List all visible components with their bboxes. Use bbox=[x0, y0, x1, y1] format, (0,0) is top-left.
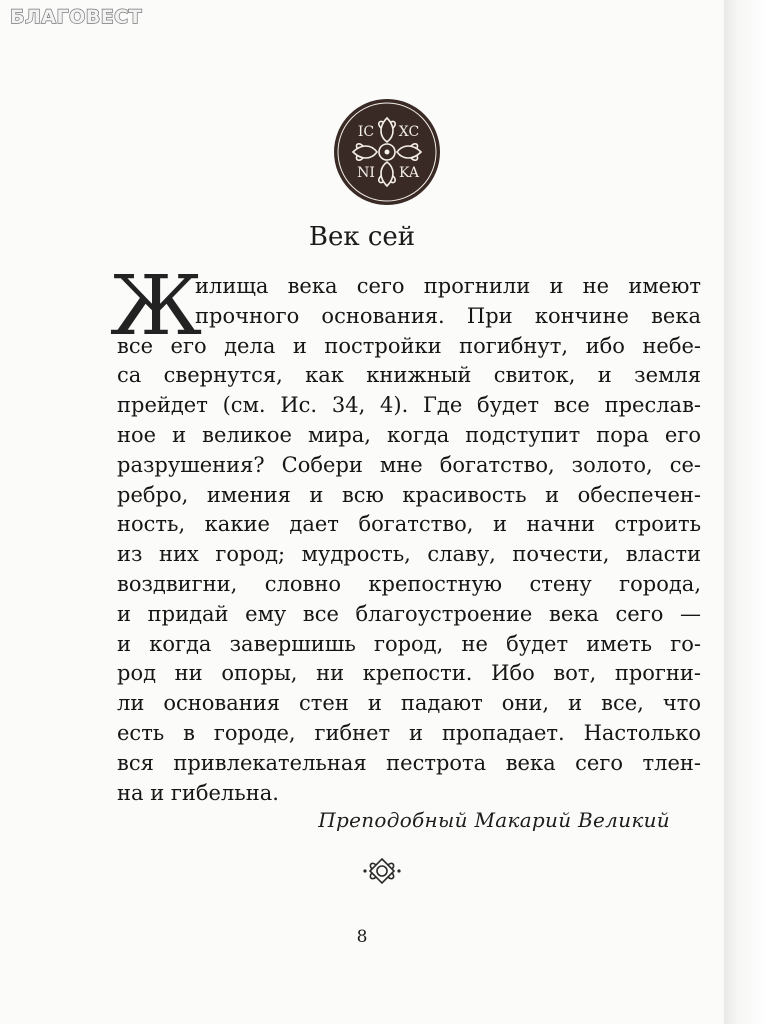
body-line: прочного основания. При кончине века bbox=[195, 303, 701, 328]
body-line: и когда завершишь город, не будет иметь го- bbox=[117, 631, 701, 656]
body-line: ребро, имения и всю красивость и обеспечен- bbox=[117, 482, 701, 507]
body-line: ность, какие дает богатство, и начни строить bbox=[117, 512, 701, 537]
page-edge bbox=[724, 0, 768, 1024]
body-line: ное и великое мира, когда подступит пора его bbox=[117, 422, 701, 447]
signature: Преподобный Макарий Великий bbox=[318, 808, 670, 832]
body-line: все его дела и постройки погибнут, ибо небе- bbox=[117, 333, 701, 358]
body-line: и придай ему все благоустроение века сего — bbox=[117, 601, 701, 626]
body-line: илища века сего прогнили и не имеют bbox=[195, 274, 701, 298]
body-line: род ни опоры, ни крепости. Ибо вот, прогни- bbox=[117, 661, 701, 686]
body-line: ли основания стен и падают они, и все, что bbox=[117, 691, 701, 716]
body-line: на и гибельна. bbox=[117, 780, 279, 805]
page-number: 8 bbox=[356, 927, 368, 947]
body-line: прейдет (см. Ис. 34, 4). Где будет все преслав- bbox=[117, 393, 701, 418]
emblem-ic-text: IC bbox=[357, 124, 375, 140]
emblem-ka-text: KA bbox=[398, 165, 420, 181]
cross-medallion-icon bbox=[333, 98, 441, 206]
emblem-xc-text: XC bbox=[398, 124, 420, 140]
knot-ornament-icon bbox=[363, 856, 401, 886]
drop-cap: Ж bbox=[110, 259, 203, 354]
body-line: вся привлекательная пестрота века сего тлен- bbox=[117, 750, 701, 775]
body-line: из них город; мудрость, славу, почести, власти bbox=[117, 542, 701, 567]
page-title: Век сей bbox=[308, 222, 416, 252]
body-line: разрушения? Собери мне богатство, золото, се- bbox=[117, 452, 701, 477]
body-line: воздвигни, словно крепостную стену города, bbox=[117, 571, 701, 596]
body-line: са свернутся, как книжный свиток, и земля bbox=[117, 363, 701, 388]
watermark-logo: БЛАГОВЕСТ bbox=[10, 6, 143, 28]
body-line: есть в городе, гибнет и пропадает. Настолько bbox=[117, 720, 701, 745]
emblem-ni-text: NI bbox=[357, 165, 375, 181]
body-text bbox=[117, 272, 701, 808]
